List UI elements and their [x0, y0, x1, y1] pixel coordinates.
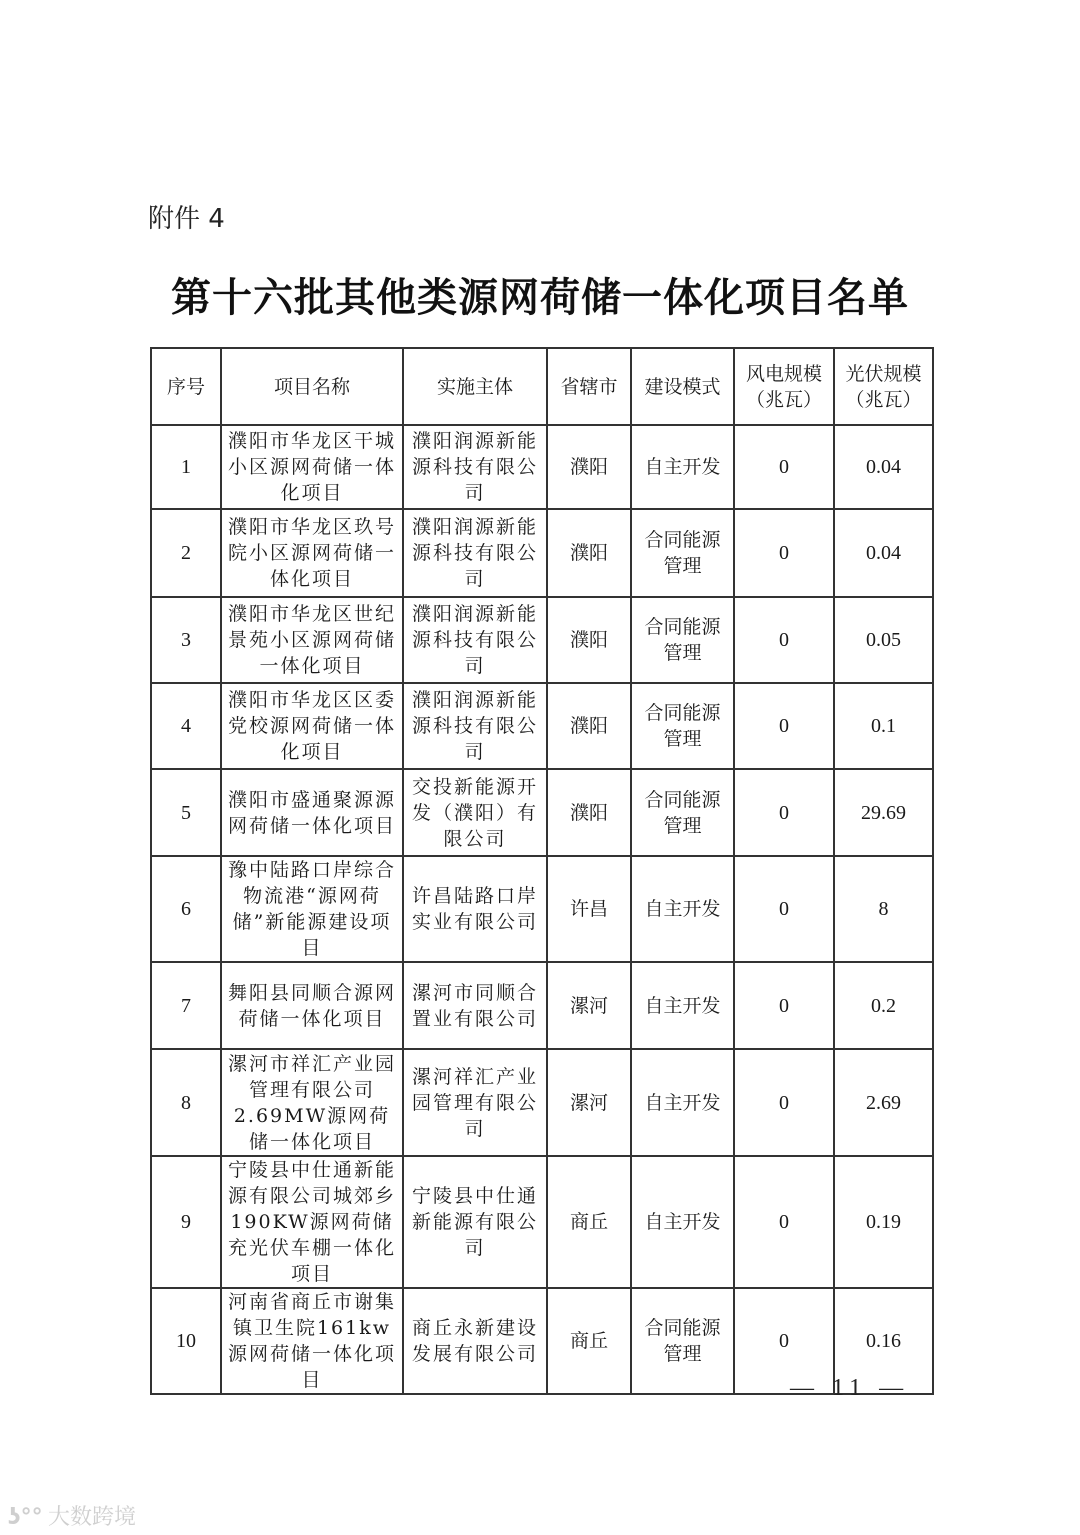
page-number: — 11 —	[790, 1375, 910, 1401]
city-cell: 许昌	[547, 856, 631, 962]
implementer-cell: 宁陵县中仕通新能源有限公司	[403, 1156, 547, 1288]
construction-mode-cell: 合同能源管理	[631, 683, 734, 769]
watermark	[8, 1500, 136, 1531]
city-cell: 濮阳	[547, 769, 631, 856]
wind-capacity-cell: 0	[734, 1156, 834, 1288]
project-name-cell: 濮阳市华龙区世纪景苑小区源网荷储一体化项目	[221, 597, 403, 683]
construction-mode-cell: 合同能源管理	[631, 597, 734, 683]
row-number-cell: 6	[151, 856, 221, 962]
city-cell: 漯河	[547, 1049, 631, 1156]
table-header-row	[151, 348, 933, 425]
table-row	[151, 509, 933, 597]
row-number-cell: 2	[151, 509, 221, 597]
project-name-cell: 豫中陆路口岸综合物流港“源网荷储”新能源建设项目	[221, 856, 403, 962]
header-wind: 风电规模（兆瓦）	[734, 348, 834, 425]
project-name-cell: 濮阳市华龙区玖号院小区源网荷储一体化项目	[221, 509, 403, 597]
pv-capacity-cell: 2.69	[834, 1049, 933, 1156]
row-number-cell: 4	[151, 683, 221, 769]
construction-mode-cell: 自主开发	[631, 425, 734, 509]
city-cell: 濮阳	[547, 425, 631, 509]
table-row	[151, 1156, 933, 1288]
project-table	[150, 347, 934, 1395]
header-pv: 光伏规模（兆瓦）	[834, 348, 933, 425]
header-implementer: 实施主体	[403, 348, 547, 425]
table-row	[151, 1049, 933, 1156]
pv-capacity-cell: 0.19	[834, 1156, 933, 1288]
header-project-name: 项目名称	[221, 348, 403, 425]
table-row	[151, 769, 933, 856]
wind-capacity-cell: 0	[734, 769, 834, 856]
wind-capacity-cell: 0	[734, 597, 834, 683]
table-row	[151, 425, 933, 509]
attachment-label: 附件 4	[148, 204, 225, 234]
table-row	[151, 962, 933, 1049]
implementer-cell: 濮阳润源新能源科技有限公司	[403, 509, 547, 597]
pv-capacity-cell: 0.16	[834, 1288, 933, 1394]
table-row	[151, 683, 933, 769]
construction-mode-cell: 自主开发	[631, 856, 734, 962]
pv-capacity-cell: 0.1	[834, 683, 933, 769]
implementer-cell: 濮阳润源新能源科技有限公司	[403, 425, 547, 509]
city-cell: 商丘	[547, 1288, 631, 1394]
project-name-cell: 舞阳县同顺合源网荷储一体化项目	[221, 962, 403, 1049]
row-number-cell: 3	[151, 597, 221, 683]
construction-mode-cell: 自主开发	[631, 1049, 734, 1156]
wind-capacity-cell: 0	[734, 1049, 834, 1156]
implementer-cell: 濮阳润源新能源科技有限公司	[403, 683, 547, 769]
pv-capacity-cell: 8	[834, 856, 933, 962]
construction-mode-cell: 自主开发	[631, 962, 734, 1049]
project-name-cell: 濮阳市华龙区区委党校源网荷储一体化项目	[221, 683, 403, 769]
row-number-cell: 8	[151, 1049, 221, 1156]
construction-mode-cell: 合同能源管理	[631, 509, 734, 597]
watermark-text: 大数跨境	[48, 1505, 137, 1530]
row-number-cell: 5	[151, 769, 221, 856]
implementer-cell: 商丘永新建设发展有限公司	[403, 1288, 547, 1394]
construction-mode-cell: 合同能源管理	[631, 1288, 734, 1394]
row-number-cell: 10	[151, 1288, 221, 1394]
table-row	[151, 856, 933, 962]
project-name-cell: 濮阳市盛通聚源源网荷储一体化项目	[221, 769, 403, 856]
row-number-cell: 9	[151, 1156, 221, 1288]
wind-capacity-cell: 0	[734, 962, 834, 1049]
pv-capacity-cell: 29.69	[834, 769, 933, 856]
row-number-cell: 7	[151, 962, 221, 1049]
header-no: 序号	[151, 348, 221, 425]
implementer-cell: 濮阳润源新能源科技有限公司	[403, 597, 547, 683]
wind-capacity-cell: 0	[734, 509, 834, 597]
city-cell: 商丘	[547, 1156, 631, 1288]
project-name-cell: 宁陵县中仕通新能源有限公司城郊乡190KW源网荷储充光伏车棚一体化项目	[221, 1156, 403, 1288]
implementer-cell: 交投新能源开发（濮阳）有限公司	[403, 769, 547, 856]
city-cell: 濮阳	[547, 509, 631, 597]
wind-capacity-cell: 0	[734, 856, 834, 962]
pv-capacity-cell: 0.04	[834, 509, 933, 597]
wind-capacity-cell: 0	[734, 1288, 834, 1394]
row-number-cell: 1	[151, 425, 221, 509]
construction-mode-cell: 自主开发	[631, 1156, 734, 1288]
project-name-cell: 濮阳市华龙区干城小区源网荷储一体化项目	[221, 425, 403, 509]
city-cell: 濮阳	[547, 597, 631, 683]
document-title: 第十六批其他类源网荷储一体化项目名单	[171, 274, 909, 321]
header-mode: 建设模式	[631, 348, 734, 425]
pv-capacity-cell: 0.04	[834, 425, 933, 509]
city-cell: 濮阳	[547, 683, 631, 769]
brand-logo-icon: ʖ°°	[8, 1505, 43, 1530]
wind-capacity-cell: 0	[734, 425, 834, 509]
city-cell: 漯河	[547, 962, 631, 1049]
implementer-cell: 漯河市同顺合置业有限公司	[403, 962, 547, 1049]
implementer-cell: 漯河祥汇产业园管理有限公司	[403, 1049, 547, 1156]
wind-capacity-cell: 0	[734, 683, 834, 769]
pv-capacity-cell: 0.2	[834, 962, 933, 1049]
construction-mode-cell: 合同能源管理	[631, 769, 734, 856]
header-city: 省辖市	[547, 348, 631, 425]
table-row	[151, 597, 933, 683]
implementer-cell: 许昌陆路口岸实业有限公司	[403, 856, 547, 962]
project-name-cell: 河南省商丘市谢集镇卫生院161kw源网荷储一体化项目	[221, 1288, 403, 1394]
pv-capacity-cell: 0.05	[834, 597, 933, 683]
project-name-cell: 漯河市祥汇产业园管理有限公司2.69MW源网荷储一体化项目	[221, 1049, 403, 1156]
